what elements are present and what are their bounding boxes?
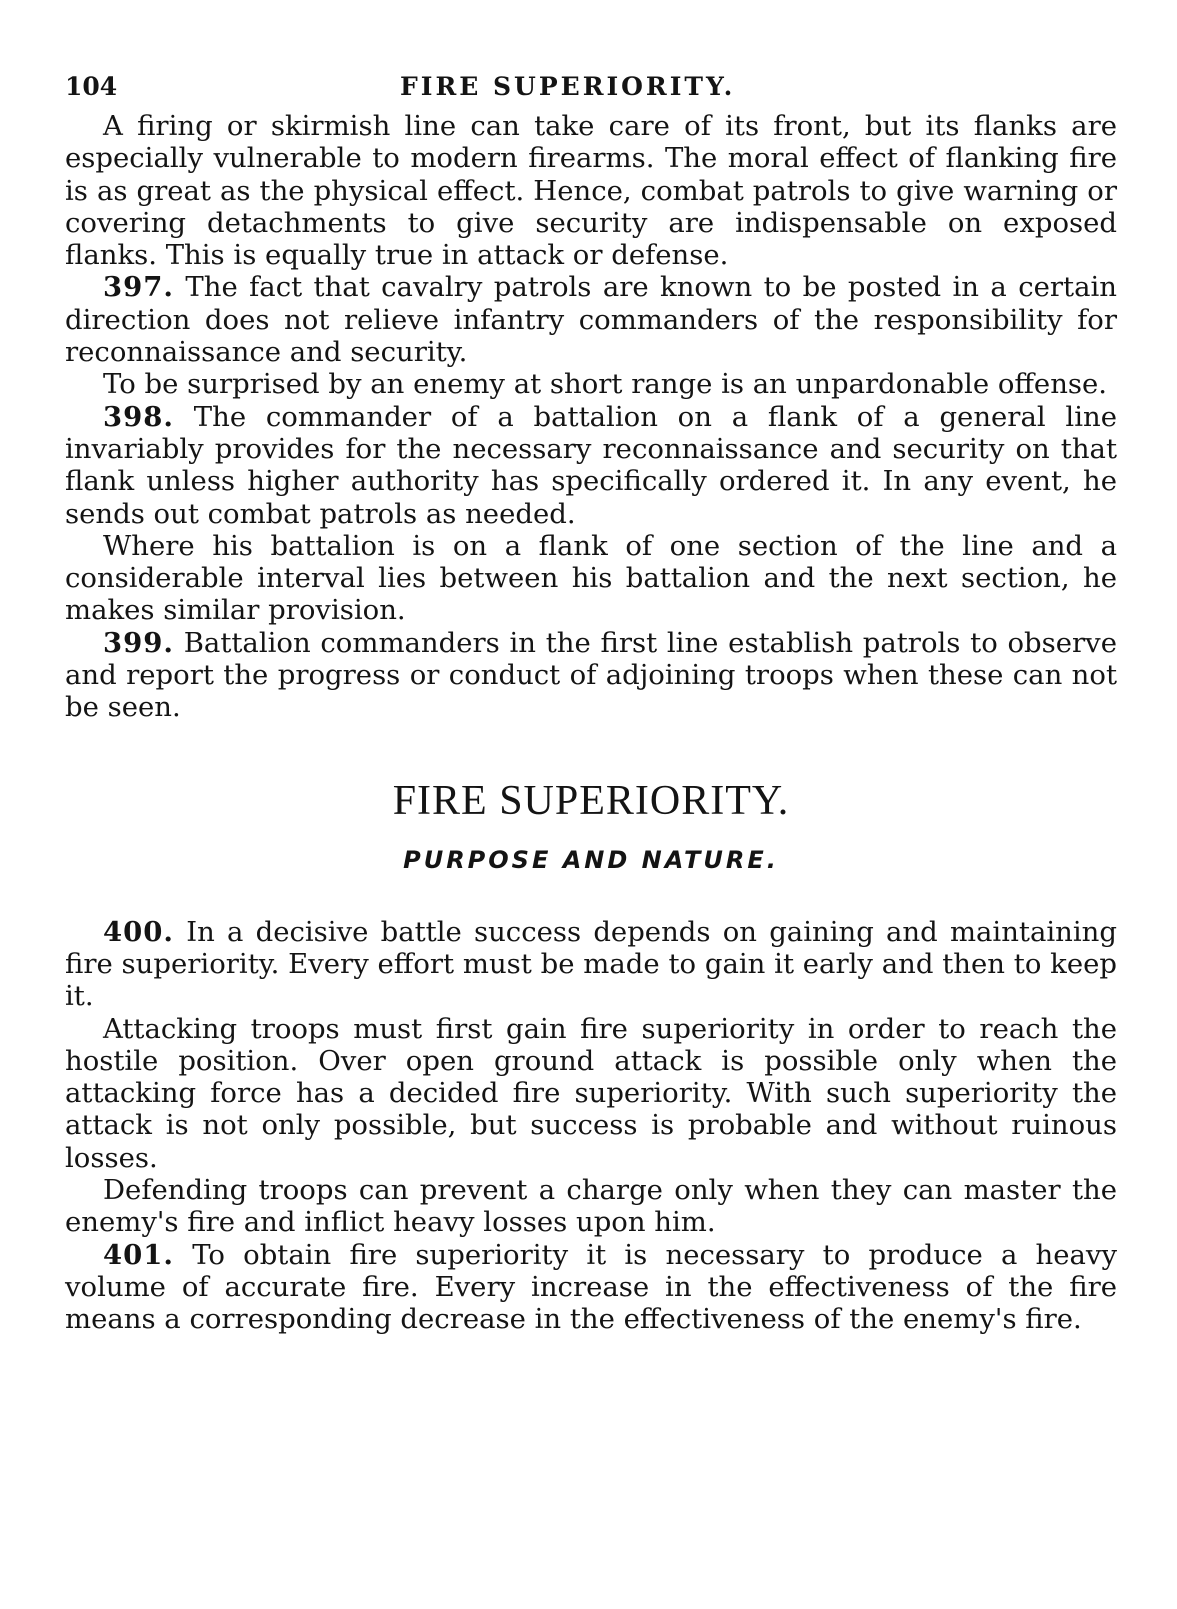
paragraph (65, 627, 1117, 724)
paragraph (65, 271, 1117, 368)
body-text-top (65, 110, 1117, 724)
paragraph-text: Where his battalion is on a flank of one section of the line and a considerable interval lies between his battalion and the next section, he makes similar provision. (65, 529, 1117, 627)
page-number: 104 (65, 72, 118, 101)
paragraph (65, 530, 1117, 627)
paragraph (65, 1013, 1117, 1174)
paragraph-number: 400. (103, 915, 174, 948)
paragraph-text: To be surprised by an enemy at short range is an unpardonable offense. (103, 368, 1108, 401)
paragraph-text: To obtain fire superiority it is necessary to produce a heavy volume of accurate fire. Every increase in the effectiveness of the fire means a corresponding decrease in the effectiveness of the enemy's fire. (65, 1238, 1117, 1336)
paragraph-number: 397. (103, 271, 174, 304)
paragraph-text: The commander of a battalion on a flank of a general line invariably provides for the necessary reconnaissance and security on that flank unless higher authority has specifically ordered it. In any event, he sends out combat patrols as needed. (65, 400, 1117, 530)
paragraph (65, 110, 1117, 271)
subsection-title: PURPOSE AND NATURE. (403, 845, 779, 874)
paragraph-number: 399. (103, 626, 174, 659)
paragraph-text: Attacking troops must first gain fire superiority in order to reach the hostile position. Over open ground attack is possible only when the attacking force has a decided fire superiority. With such superiority the attack is not only possible, but success is probable and without ruinous losses. (65, 1012, 1117, 1174)
paragraph-number: 401. (103, 1238, 174, 1271)
paragraph (65, 368, 1117, 400)
paragraph-text: Battalion commanders in the first line establish patrols to observe and report the progress or conduct of adjoining troops when these can not be seen. (65, 626, 1117, 724)
section-title: FIRE SUPERIORITY. (392, 777, 790, 824)
body-text-bottom (65, 916, 1117, 1336)
paragraph (65, 1239, 1117, 1336)
paragraph-text: In a decisive battle success depends on gaining and maintaining fire superiority. Every effort must be made to gain it early and then to keep it. (65, 915, 1117, 1013)
paragraph-text: Defending troops can prevent a charge only when they can master the enemy's fire and inflict heavy losses upon him. (65, 1174, 1117, 1239)
paragraph (65, 916, 1117, 1013)
paragraph-text: A firing or skirmish line can take care of its front, but its flanks are especially vulnerable to modern firearms. The moral effect of flanking fire is as great as the physical effect. Hence, combat patrols to give warning or covering detachments to give security are indispensable on exposed flanks. This is equally true in attack or defense. (65, 110, 1117, 272)
paragraph (65, 401, 1117, 530)
paragraph-text: The fact that cavalry patrols are known to be posted in a certain direction does not relieve infantry commanders of the responsibility for reconnaissance and security. (65, 271, 1117, 369)
running-header (65, 60, 1117, 110)
paragraph (65, 1174, 1117, 1239)
running-title: FIRE SUPERIORITY. (400, 72, 736, 101)
paragraph-number: 398. (103, 400, 174, 433)
